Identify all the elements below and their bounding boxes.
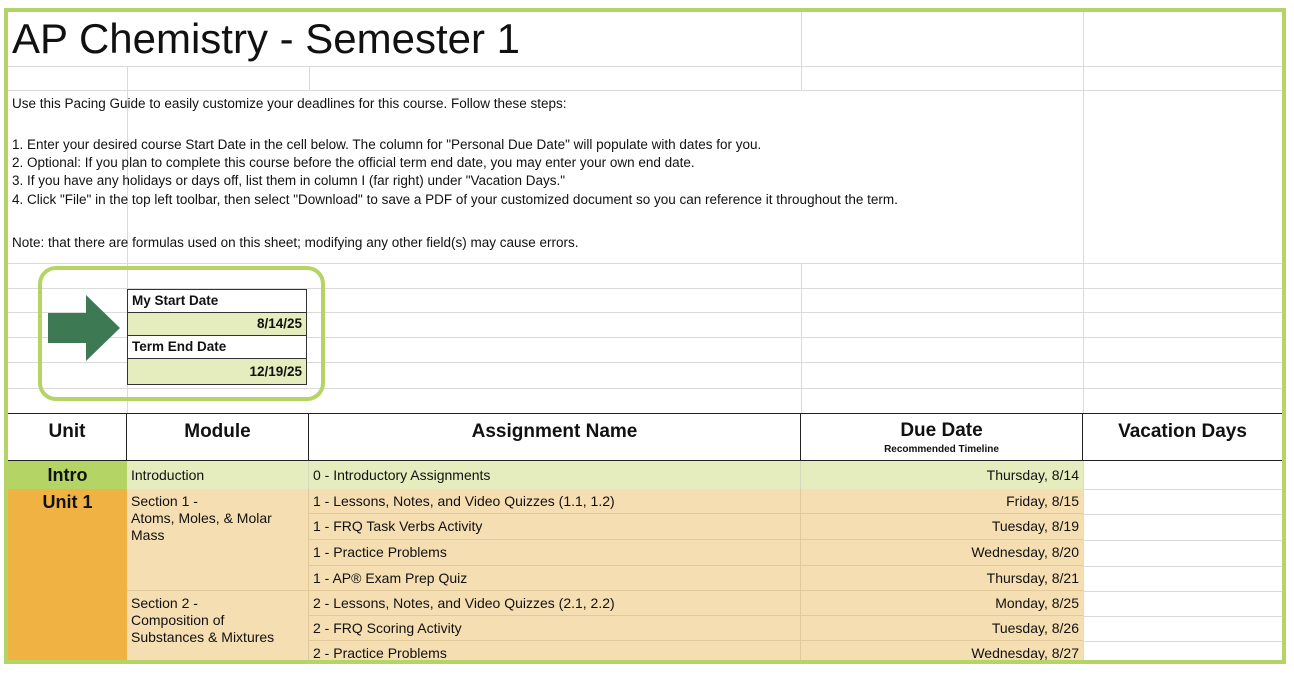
page-title[interactable]: AP Chemistry - Semester 1	[12, 15, 521, 62]
assignment-cell[interactable]: 1 - Practice Problems	[309, 540, 801, 566]
module-line: Substances & Mixtures	[131, 629, 275, 645]
grid-line	[1084, 641, 1282, 642]
grid-line	[1084, 591, 1282, 592]
module-line: Atoms, Moles, & Molar	[131, 510, 272, 526]
grid-line	[1084, 616, 1282, 617]
grid-line	[801, 263, 802, 413]
due-cell[interactable]: Wednesday, 8/27	[801, 641, 1083, 664]
due-cell-intro[interactable]: Thursday, 8/14	[801, 461, 1083, 489]
grid-line	[8, 90, 1282, 91]
module-line: Mass	[131, 527, 165, 543]
instruction-step-2[interactable]: 2. Optional: If you plan to complete this course before the official term end date, you may enter your own end date.	[12, 155, 695, 170]
instruction-step-4[interactable]: 4. Click "File" in the top left toolbar, then select "Download" to save a PDF of your customized document so you can reference it throughout the term.	[12, 192, 898, 207]
unit-cell-unit-1[interactable]: Unit 1	[8, 489, 127, 660]
assignment-cell[interactable]: 2 - FRQ Scoring Activity	[309, 616, 801, 641]
instructions-intro[interactable]: Use this Pacing Guide to easily customize your deadlines for this course. Follow these steps:	[12, 96, 567, 111]
module-line: Section 2 -	[131, 595, 198, 611]
instruction-step-1[interactable]: 1. Enter your desired course Start Date in the cell below. The column for "Personal Due Date" will populate with dates for you.	[12, 137, 762, 152]
grid-line	[1084, 514, 1282, 515]
vacation-days-column[interactable]	[1084, 461, 1282, 660]
grid-line	[1084, 489, 1282, 490]
unit-cell-intro[interactable]: Intro	[8, 461, 127, 489]
assignment-cell[interactable]: 1 - Lessons, Notes, and Video Quizzes (1.1, 1.2)	[309, 489, 801, 514]
table-header	[8, 413, 1282, 461]
start-date-label: My Start Date	[127, 289, 307, 313]
module-line: Section 1 -	[131, 493, 198, 509]
end-date-label: Term End Date	[127, 335, 307, 359]
instruction-step-3[interactable]: 3. If you have any holidays or days off, list them in column I (far right) under "Vacation Days."	[12, 173, 566, 188]
start-date-input[interactable]: 8/14/25	[127, 312, 307, 336]
due-cell[interactable]: Thursday, 8/21	[801, 566, 1083, 591]
grid-line	[8, 66, 1282, 67]
due-cell[interactable]: Monday, 8/25	[801, 591, 1083, 616]
spreadsheet-frame	[4, 8, 1286, 664]
header-due-date[interactable]: Due Date Recommended Timeline	[801, 414, 1083, 460]
module-cell-intro[interactable]: Introduction	[127, 461, 309, 489]
grid-line	[8, 263, 1282, 264]
due-cell[interactable]: Tuesday, 8/26	[801, 616, 1083, 641]
header-due-subtitle: Recommended Timeline	[884, 444, 999, 455]
assignment-cell[interactable]: 1 - AP® Exam Prep Quiz	[309, 566, 801, 591]
due-cell[interactable]: Friday, 8/15	[801, 489, 1083, 514]
assignment-cell[interactable]: 2 - Practice Problems	[309, 641, 801, 664]
grid-line	[1084, 540, 1282, 541]
due-cell[interactable]: Wednesday, 8/20	[801, 540, 1083, 566]
module-line: Composition of	[131, 612, 225, 628]
spreadsheet	[8, 12, 1282, 660]
instructions-note[interactable]: Note: that there are formulas used on this sheet; modifying any other field(s) may cause errors.	[12, 235, 579, 250]
module-cell-section-2[interactable]	[127, 591, 309, 660]
grid-line	[1083, 12, 1084, 413]
header-assignment[interactable]: Assignment Name	[309, 414, 801, 460]
header-module[interactable]: Module	[127, 414, 309, 460]
module-cell-section-1[interactable]	[127, 489, 309, 591]
end-date-input[interactable]: 12/19/25	[127, 358, 307, 385]
assignment-cell[interactable]: 1 - FRQ Task Verbs Activity	[309, 514, 801, 540]
assignment-cell[interactable]: 2 - Lessons, Notes, and Video Quizzes (2.1, 2.2)	[309, 591, 801, 616]
grid-line	[801, 12, 802, 90]
header-vacation[interactable]: Vacation Days	[1118, 421, 1247, 442]
date-highlight-box	[38, 266, 325, 401]
grid-line	[309, 66, 310, 90]
due-cell[interactable]: Tuesday, 8/19	[801, 514, 1083, 540]
grid-line	[1084, 566, 1282, 567]
header-unit[interactable]: Unit	[8, 414, 127, 460]
assignment-cell-intro[interactable]: 0 - Introductory Assignments	[309, 461, 801, 489]
